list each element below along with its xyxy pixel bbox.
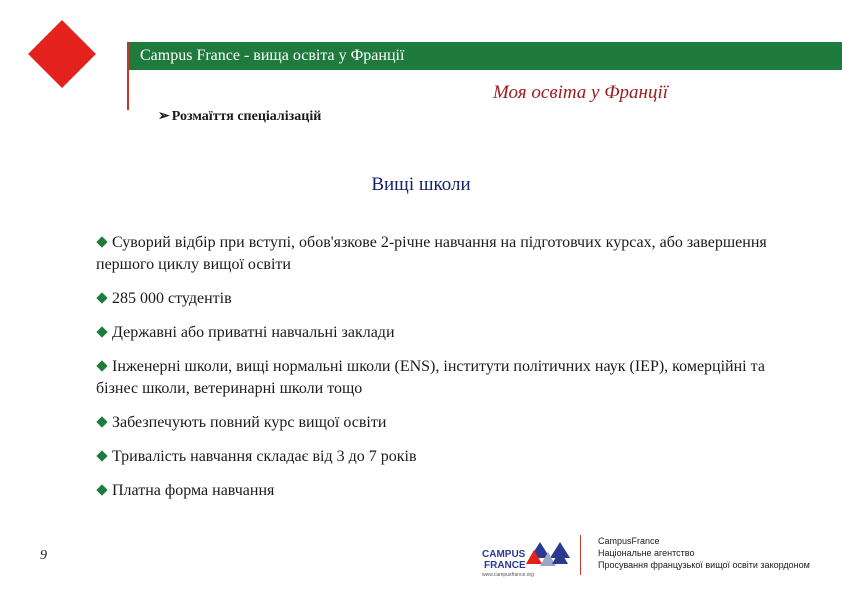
diamond-bullet-icon	[96, 293, 107, 304]
header-title: Campus France - вища освіта у Франції	[140, 47, 405, 64]
list-item-text: Забезпечують повний курс вищої освіти	[112, 414, 387, 431]
footer-org-line2: Національне агентство	[598, 548, 695, 558]
logo-url: www.campusfrance.org	[482, 572, 534, 578]
campus-france-logo	[482, 538, 578, 578]
footer-org-line3: Просування французької вищої освіти закордоном	[598, 560, 810, 570]
diamond-bullet-icon	[96, 417, 107, 428]
diamond-bullet-icon	[96, 237, 107, 248]
diamond-bullet-icon	[96, 451, 107, 462]
logo-triangles-icon	[526, 542, 570, 566]
logo-word-campus: CAMPUS	[482, 549, 526, 560]
diamond-bullet-icon	[96, 361, 107, 372]
diamond-bullet-icon	[96, 485, 107, 496]
bullet-list	[96, 232, 786, 514]
list-item	[96, 480, 786, 502]
list-item	[96, 356, 786, 400]
arrow-bullet-icon: ➢	[158, 109, 170, 124]
list-item	[96, 232, 786, 276]
list-item	[96, 412, 786, 434]
diamond-bullet-icon	[96, 327, 107, 338]
logo-word-france: FRANCE	[484, 560, 526, 571]
footer-divider	[580, 535, 581, 575]
footer-organization	[598, 535, 810, 571]
list-item-text: Державні або приватні навчальні заклади	[112, 324, 395, 341]
section-title	[158, 108, 321, 125]
list-item	[96, 288, 786, 310]
page-title: Вищі школи	[371, 174, 471, 195]
page-number: 9	[40, 548, 47, 563]
list-item-text: Інженерні школи, вищі нормальні школи (ENS), інститути політичних наук (IEP), комерційні та бізнес школи, ветеринарні школи тощо	[96, 358, 765, 397]
list-item	[96, 446, 786, 468]
list-item-text: 285 000 студентів	[112, 290, 232, 307]
header-divider	[127, 42, 129, 110]
list-item	[96, 322, 786, 344]
logo-diamond-icon	[28, 20, 96, 88]
list-item-text: Суворий відбір при вступі, обов'язкове 2-річне навчання на підготовчих курсах, або завершення першого циклу вищої освіти	[96, 234, 767, 273]
list-item-text: Тривалість навчання складає від 3 до 7 років	[112, 448, 417, 465]
footer-org-name: CampusFrance	[598, 536, 660, 546]
list-item-text: Платна форма навчання	[112, 482, 275, 499]
header-bar	[128, 42, 842, 70]
section-title-text: Розмаїття спеціалізацій	[171, 109, 322, 124]
slide-subtitle: Моя освіта у Франції	[493, 82, 668, 103]
